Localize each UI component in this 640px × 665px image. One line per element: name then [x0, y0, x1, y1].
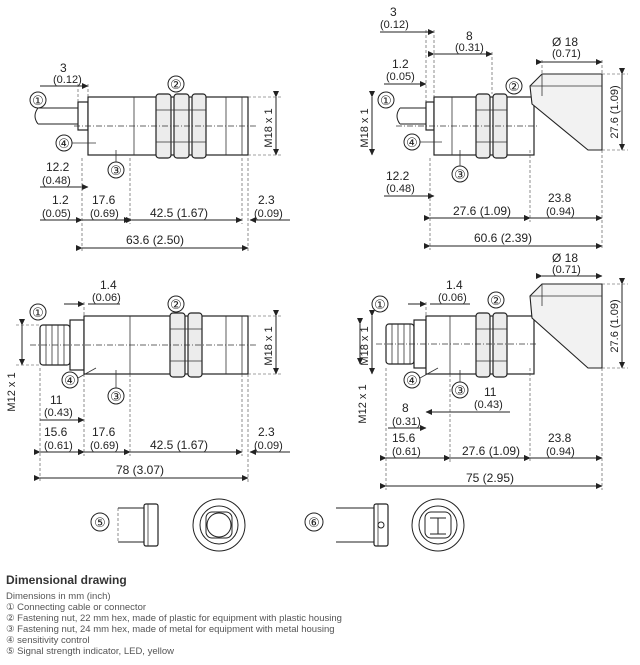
dim-m18: M18 x 1 — [263, 326, 275, 366]
dim-dia18-inch: (0.71) — [552, 264, 581, 276]
dim-27-6-vertical: 27.6 (1.09) — [609, 85, 621, 139]
dim-1-2: 1.2 — [392, 57, 409, 71]
callout-2: ② — [490, 293, 502, 308]
drawing-caption — [6, 573, 634, 657]
dim-2-3-inch: (0.09) — [254, 208, 283, 220]
caption-item: ③ Fastening nut, 24 mm hex, made of metal for equipment with metal housing — [6, 624, 335, 635]
dim-23-8: 23.8 — [548, 191, 572, 205]
callout-3: ③ — [454, 383, 466, 398]
dim-60-6: 60.6 (2.39) — [474, 231, 533, 245]
dim-27-6: 27.6 (1.09) — [453, 204, 512, 218]
dim-dia18: Ø 18 — [552, 35, 579, 49]
dim-3: 3 — [60, 61, 67, 75]
dim-1-2-inch: (0.05) — [386, 71, 415, 83]
dim-17-6: 17.6 — [92, 425, 116, 439]
callout-4: ④ — [58, 136, 70, 151]
view-angled-connector — [357, 251, 628, 490]
dim-11: 11 — [50, 393, 63, 407]
callout-1: ① — [32, 305, 44, 320]
dim-8: 8 — [402, 401, 409, 415]
dim-8-inch: (0.31) — [455, 42, 484, 54]
callout-4: ④ — [406, 135, 418, 150]
dim-m18: M18 x 1 — [359, 108, 371, 148]
view-angled-cable — [359, 5, 628, 250]
callout-2: ② — [170, 77, 182, 92]
dim-3: 3 — [390, 5, 397, 19]
dim-11: 11 — [484, 385, 497, 399]
callout-1: ① — [374, 297, 386, 312]
callout-4: ④ — [64, 373, 76, 388]
dim-27-6: 27.6 (1.09) — [462, 444, 521, 458]
dim-1-2-inch: (0.05) — [42, 208, 71, 220]
dim-1-4: 1.4 — [446, 278, 463, 292]
dim-27-6-vertical: 27.6 (1.09) — [609, 299, 621, 353]
dim-dia18: Ø 18 — [552, 251, 579, 265]
callout-2: ② — [508, 79, 520, 94]
callout-4: ④ — [406, 373, 418, 388]
detail-5 — [91, 499, 245, 551]
callout-2: ② — [170, 297, 182, 312]
dim-63-6: 63.6 (2.50) — [126, 233, 185, 247]
detail-6 — [305, 499, 464, 551]
caption-units: Dimensions in mm (inch) — [6, 591, 111, 602]
dim-17-6: 17.6 — [92, 193, 116, 207]
dim-11-inch: (0.43) — [474, 399, 503, 411]
dim-23-8-inch: (0.94) — [546, 446, 575, 458]
dim-2-3-inch: (0.09) — [254, 440, 283, 452]
dim-42-5: 42.5 (1.67) — [150, 206, 209, 220]
dim-12-2-inch: (0.48) — [42, 175, 71, 187]
dim-1-2: 1.2 — [52, 193, 69, 207]
dim-15-6-inch: (0.61) — [44, 440, 73, 452]
dim-1-4-inch: (0.06) — [92, 292, 121, 304]
dim-17-6-inch: (0.69) — [90, 208, 119, 220]
dim-1-4-inch: (0.06) — [438, 292, 467, 304]
dim-78: 78 (3.07) — [116, 463, 165, 477]
dim-12-2: 12.2 — [46, 160, 70, 174]
dim-dia18-inch: (0.71) — [552, 48, 581, 60]
dim-2-3: 2.3 — [258, 425, 275, 439]
dim-m18: M18 x 1 — [263, 108, 275, 148]
dim-23-8: 23.8 — [548, 431, 572, 445]
dim-75: 75 (2.95) — [466, 471, 515, 485]
callout-6: ⑥ — [308, 515, 320, 530]
callout-3: ③ — [110, 389, 122, 404]
caption-item: ⑤ Signal strength indicator, LED, yellow — [6, 646, 174, 657]
dim-15-6-inch: (0.61) — [392, 446, 421, 458]
dim-m12: M12 x 1 — [6, 372, 18, 412]
dim-42-5: 42.5 (1.67) — [150, 438, 209, 452]
dim-1-4: 1.4 — [100, 278, 117, 292]
dim-15-6: 15.6 — [44, 425, 68, 439]
dim-23-8-inch: (0.94) — [546, 206, 575, 218]
dim-17-6-inch: (0.69) — [90, 440, 119, 452]
dim-12-2: 12.2 — [386, 169, 410, 183]
caption-item: ① Connecting cable or connector — [6, 602, 147, 613]
callout-1: ① — [380, 93, 392, 108]
caption-item: ④ sensitivity control — [6, 635, 90, 646]
dim-m12: M12 x 1 — [357, 384, 369, 424]
caption-item: ② Fastening nut, 22 mm hex, made of plastic for equipment with plastic housing — [6, 613, 342, 624]
callout-5: ⑤ — [94, 515, 106, 530]
callout-3: ③ — [110, 163, 122, 178]
view-straight-connector — [6, 278, 290, 482]
callout-3: ③ — [454, 167, 466, 182]
dim-3-inch: (0.12) — [53, 74, 82, 86]
dim-8-inch: (0.31) — [392, 416, 421, 428]
dim-m18: M18 x 1 — [359, 326, 371, 366]
dim-3-inch: (0.12) — [380, 19, 409, 31]
view-straight-cable — [30, 61, 290, 252]
dim-15-6: 15.6 — [392, 431, 416, 445]
caption-title: Dimensional drawing — [6, 573, 127, 587]
dim-2-3: 2.3 — [258, 193, 275, 207]
dim-11-inch: (0.43) — [44, 407, 73, 419]
dim-8: 8 — [466, 29, 473, 43]
callout-1: ① — [32, 93, 44, 108]
dim-12-2-inch: (0.48) — [386, 183, 415, 195]
